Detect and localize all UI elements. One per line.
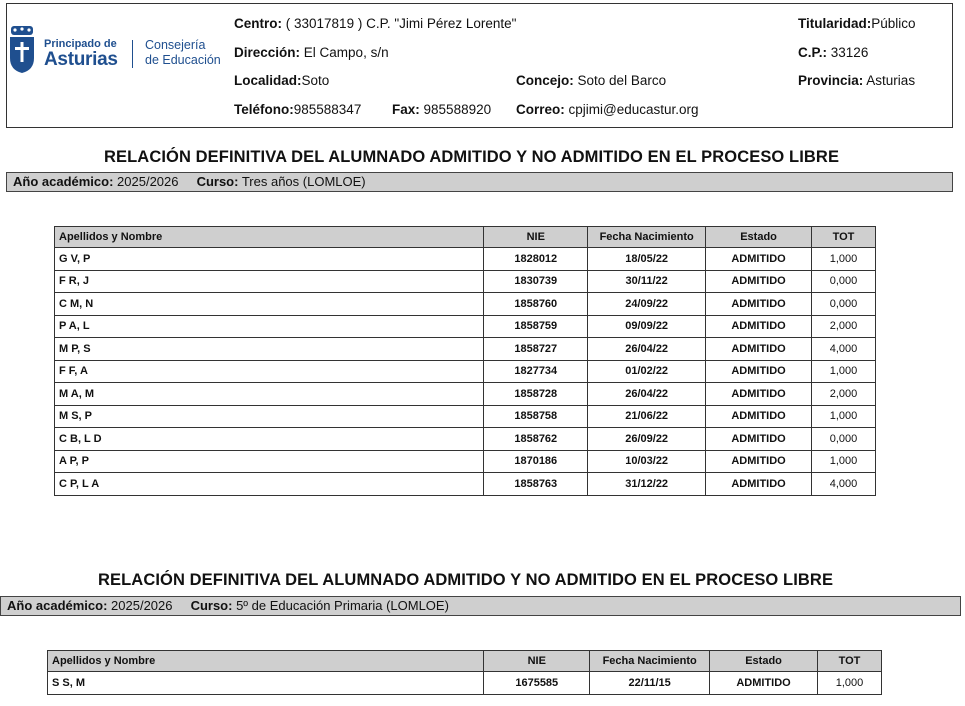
logo — [8, 26, 238, 82]
logo-dept1: Consejería — [145, 38, 206, 52]
col-header-name: Apellidos y Nombre — [55, 227, 484, 248]
cell-fecha: 31/12/22 — [588, 473, 706, 496]
titularidad-field — [798, 16, 916, 31]
col-header-tot: TOT — [812, 227, 876, 248]
concejo-value: Soto del Barco — [577, 73, 667, 88]
section1-curso-label: Curso: — [196, 174, 239, 189]
section2-title: RELACIÓN DEFINITIVA DEL ALUMNADO ADMITIDO Y NO ADMITIDO EN EL PROCESO LIBRE — [98, 571, 834, 589]
section1-year-bar — [6, 172, 953, 192]
correo-field — [516, 102, 699, 117]
cell-fecha: 26/04/22 — [588, 338, 706, 361]
cell-fecha: 26/04/22 — [588, 383, 706, 406]
cell-nie: 1870186 — [484, 450, 588, 473]
section2-year-bar — [0, 596, 961, 616]
centro-field — [234, 16, 516, 31]
cell-estado: ADMITIDO — [706, 383, 812, 406]
cp-label: C.P.: — [798, 45, 828, 60]
col-header-estado: Estado — [706, 227, 812, 248]
section1-table — [54, 226, 876, 496]
cell-nie: 1858762 — [484, 428, 588, 451]
section2-year-label: Año académico: — [7, 598, 108, 613]
table-header-row — [55, 227, 876, 248]
section2-curso-label: Curso: — [190, 598, 233, 613]
table-row — [55, 248, 876, 271]
cell-nie: 1675585 — [484, 672, 590, 695]
cell-fecha: 26/09/22 — [588, 428, 706, 451]
provincia-value: Asturias — [866, 73, 916, 88]
table-row — [55, 450, 876, 473]
cell-nie: 1858728 — [484, 383, 588, 406]
cell-nie: 1858760 — [484, 293, 588, 316]
cell-name: S S, M — [48, 672, 484, 695]
table-row — [55, 473, 876, 496]
cell-estado: ADMITIDO — [706, 473, 812, 496]
cell-nie: 1827734 — [484, 360, 588, 383]
cell-tot: 0,000 — [812, 293, 876, 316]
concejo-field — [516, 73, 666, 88]
cell-tot: 4,000 — [812, 338, 876, 361]
cell-estado: ADMITIDO — [706, 270, 812, 293]
cell-estado: ADMITIDO — [706, 450, 812, 473]
fax-label: Fax: — [392, 102, 420, 117]
logo-line2: Asturias — [44, 49, 118, 70]
centro-value: ( 33017819 ) C.P. "Jimi Pérez Lorente" — [285, 16, 517, 31]
centro-label: Centro: — [234, 16, 282, 31]
cell-name: G V, P — [55, 248, 484, 271]
table-row — [55, 405, 876, 428]
cell-name: M A, M — [55, 383, 484, 406]
cell-name: M P, S — [55, 338, 484, 361]
cell-name: P A, L — [55, 315, 484, 338]
direccion-field — [234, 45, 389, 60]
cell-estado: ADMITIDO — [706, 360, 812, 383]
cell-name: C B, L D — [55, 428, 484, 451]
table-row — [55, 360, 876, 383]
col-header-fecha: Fecha Nacimiento — [588, 227, 706, 248]
cell-nie: 1858758 — [484, 405, 588, 428]
provincia-label: Provincia: — [798, 73, 864, 88]
section1-year-value: 2025/2026 — [117, 174, 179, 189]
section1-year-label: Año académico: — [13, 174, 114, 189]
crest-icon — [8, 26, 36, 74]
correo-label: Correo: — [516, 102, 565, 117]
direccion-value: El Campo, s/n — [303, 45, 389, 60]
cp-value: 33126 — [830, 45, 869, 60]
titularidad-value: Público — [871, 16, 916, 31]
fax-field — [392, 102, 491, 117]
cell-tot: 2,000 — [812, 383, 876, 406]
cell-tot: 1,000 — [812, 450, 876, 473]
section1-table-body — [55, 248, 876, 496]
cell-name: A P, P — [55, 450, 484, 473]
section2-table-body — [48, 672, 882, 695]
titularidad-label: Titularidad: — [798, 16, 872, 31]
section1-curso-value: Tres años (LOMLOE) — [241, 174, 366, 189]
cell-tot: 1,000 — [818, 672, 882, 695]
cell-fecha: 21/06/22 — [588, 405, 706, 428]
cell-fecha: 30/11/22 — [588, 270, 706, 293]
cp-field — [798, 45, 868, 60]
cell-fecha: 09/09/22 — [588, 315, 706, 338]
cell-fecha: 10/03/22 — [588, 450, 706, 473]
cell-nie: 1828012 — [484, 248, 588, 271]
cell-nie: 1830739 — [484, 270, 588, 293]
localidad-value: Soto — [301, 73, 330, 88]
table-row — [48, 672, 882, 695]
col-header-estado: Estado — [710, 651, 818, 672]
table-row — [55, 293, 876, 316]
cell-tot: 4,000 — [812, 473, 876, 496]
section2-table — [47, 650, 882, 695]
cell-nie: 1858759 — [484, 315, 588, 338]
cell-estado: ADMITIDO — [706, 338, 812, 361]
cell-fecha: 18/05/22 — [588, 248, 706, 271]
col-header-tot: TOT — [818, 651, 882, 672]
cell-tot: 1,000 — [812, 360, 876, 383]
fax-value: 985588920 — [423, 102, 492, 117]
section2-curso-value: 5º de Educación Primaria (LOMLOE) — [236, 598, 449, 613]
concejo-label: Concejo: — [516, 73, 574, 88]
direccion-label: Dirección: — [234, 45, 301, 60]
cell-nie: 1858727 — [484, 338, 588, 361]
cell-nie: 1858763 — [484, 473, 588, 496]
cell-estado: ADMITIDO — [710, 672, 818, 695]
logo-divider — [132, 40, 133, 68]
cell-tot: 1,000 — [812, 405, 876, 428]
cell-name: F R, J — [55, 270, 484, 293]
cell-estado: ADMITIDO — [706, 293, 812, 316]
section1-title: RELACIÓN DEFINITIVA DEL ALUMNADO ADMITIDO Y NO ADMITIDO EN EL PROCESO LIBRE — [104, 148, 840, 166]
col-header-nie: NIE — [484, 227, 588, 248]
table-row — [55, 428, 876, 451]
cell-tot: 0,000 — [812, 270, 876, 293]
cell-tot: 0,000 — [812, 428, 876, 451]
localidad-field — [234, 73, 329, 88]
table-row — [55, 315, 876, 338]
col-header-name: Apellidos y Nombre — [48, 651, 484, 672]
cell-tot: 2,000 — [812, 315, 876, 338]
localidad-label: Localidad: — [234, 73, 302, 88]
cell-estado: ADMITIDO — [706, 428, 812, 451]
cell-estado: ADMITIDO — [706, 405, 812, 428]
cell-tot: 1,000 — [812, 248, 876, 271]
cell-estado: ADMITIDO — [706, 315, 812, 338]
logo-dept2: de Educación — [145, 53, 221, 67]
table-row — [55, 383, 876, 406]
section2-year-value: 2025/2026 — [111, 598, 173, 613]
provincia-field — [798, 73, 915, 88]
cell-name: F F, A — [55, 360, 484, 383]
table-row — [55, 270, 876, 293]
telefono-label: Teléfono: — [234, 102, 294, 117]
col-header-nie: NIE — [484, 651, 590, 672]
logo-line1: Principado de — [44, 38, 117, 50]
cell-name: M S, P — [55, 405, 484, 428]
cell-name: C P, L A — [55, 473, 484, 496]
table-row — [55, 338, 876, 361]
cell-estado: ADMITIDO — [706, 248, 812, 271]
col-header-fecha: Fecha Nacimiento — [590, 651, 710, 672]
cell-fecha: 01/02/22 — [588, 360, 706, 383]
cell-name: C M, N — [55, 293, 484, 316]
cell-fecha: 22/11/15 — [590, 672, 710, 695]
correo-value: cpjimi@educastur.org — [568, 102, 699, 117]
telefono-field — [234, 102, 361, 117]
cell-fecha: 24/09/22 — [588, 293, 706, 316]
table-header-row — [48, 651, 882, 672]
telefono-value: 985588347 — [293, 102, 362, 117]
